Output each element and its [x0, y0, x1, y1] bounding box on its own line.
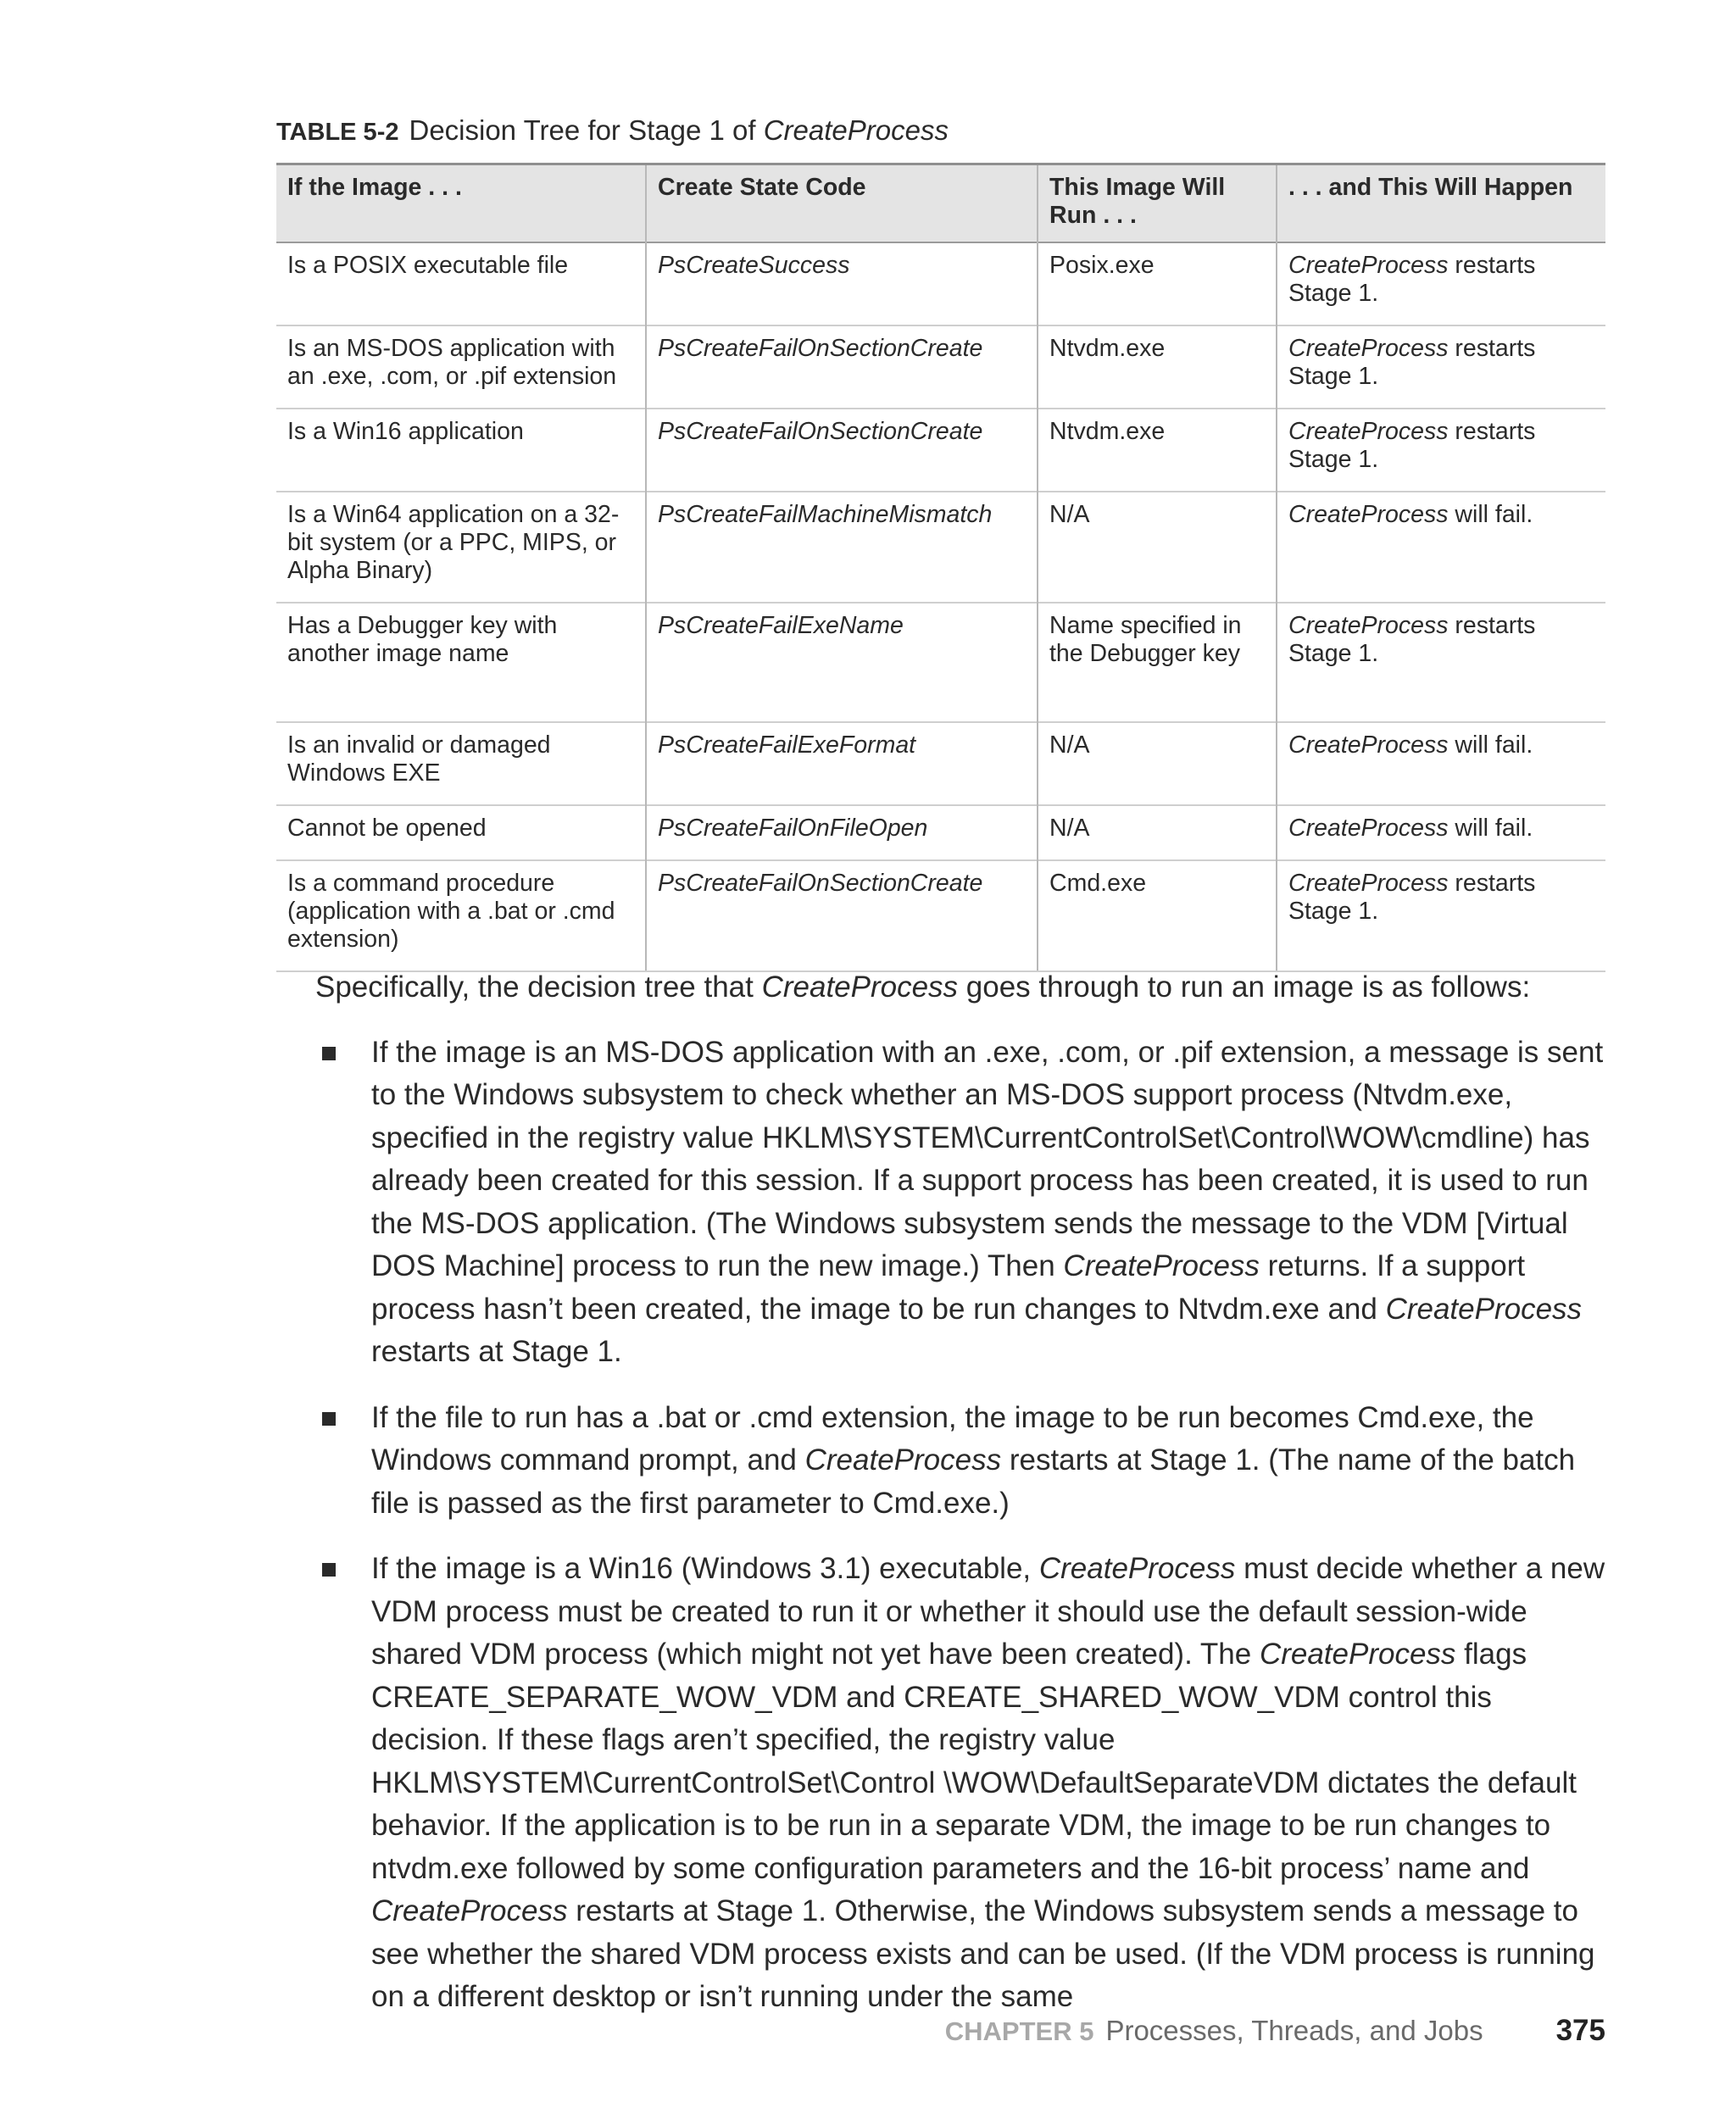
table-caption	[276, 112, 949, 151]
bullet-italic: CreateProcess	[371, 1894, 568, 1927]
cell-happen	[1277, 325, 1605, 409]
cell-image: Has a Debugger key with another image name	[276, 603, 646, 722]
cell-happen-text: restarts Stage 1.	[1288, 252, 1536, 307]
cell-happen	[1277, 860, 1605, 971]
cell-happen	[1277, 492, 1605, 603]
cell-run: Posix.exe	[1038, 242, 1277, 325]
cell-image: Is an invalid or damaged Windows EXE	[276, 722, 646, 805]
table-row	[276, 603, 1605, 722]
cell-run: Cmd.exe	[1038, 860, 1277, 971]
cell-run: N/A	[1038, 492, 1277, 603]
bullet-text: flags CREATE_SEPARATE_WOW_VDM and CREATE_SHARED_WOW_VDM control this decision. If these flags aren’t specified, the registry value HKLM\SYSTEM\CurrentControlSet\Control \WOW\DefaultSeparateVDM dictates the default behavior. If the application is to be run in a separate VDM, the image to be run changes to ntvdm.exe followed by some configuration parameters and the 16-bit process’ name and	[371, 1638, 1577, 1885]
table-header-row	[276, 164, 1605, 243]
cell-happen-text: will fail.	[1448, 731, 1533, 759]
cell-image: Is a Win16 application	[276, 409, 646, 492]
header-image: If the Image . . .	[276, 164, 646, 243]
bullet-italic: CreateProcess	[804, 1443, 1002, 1477]
bullet-item-bat-cmd	[315, 1397, 1612, 1526]
bullet-text: restarts at Stage 1.	[371, 1335, 622, 1368]
cell-happen	[1277, 805, 1605, 860]
cell-image: Is a POSIX executable file	[276, 242, 646, 325]
bullet-text: If the image is an MS-DOS application with an .exe, .com, or .pif extension, a message is sent to the Windows subsystem to check whether an MS-DOS support process (Ntvdm.exe, specified in the registry value HKLM\SYSTEM\CurrentControlSet\Control\WOW\cmdline) has already been created for this session. If a support process has been created, it is used to run the MS-DOS application. (The Windows subsystem sends the message to the VDM [Virtual DOS Machine] process to run the new image.) Then	[371, 1035, 1604, 1282]
intro-text-end: goes through to run an image is as follows:	[958, 971, 1531, 1004]
cell-run: Ntvdm.exe	[1038, 325, 1277, 409]
footer-chapter: CHAPTER 5	[944, 2016, 1094, 2046]
decision-tree-table	[276, 163, 1605, 972]
cell-happen-text: will fail.	[1448, 501, 1533, 528]
bullet-text: If the file to run has a .bat or .cmd extension, the image to be run becomes Cmd.exe, the Windows command prompt, and	[371, 1400, 1534, 1477]
cell-happen-italic: CreateProcess	[1288, 418, 1449, 445]
header-will-happen: . . . and This Will Happen	[1277, 164, 1605, 243]
cell-happen	[1277, 603, 1605, 722]
cell-image: Is a command procedure (application with a .bat or .cmd extension)	[276, 860, 646, 971]
table-caption-italic: CreateProcess	[763, 114, 949, 146]
header-image-will-run: This Image Will Run . . .	[1038, 164, 1277, 243]
footer-chapter-title: Processes, Threads, and Jobs	[1105, 2015, 1483, 2046]
cell-image: Is an MS-DOS application with an .exe, .com, or .pif extension	[276, 325, 646, 409]
cell-code: PsCreateFailOnSectionCreate	[646, 409, 1038, 492]
bullet-text: returns. If a support process hasn’t been created, the image to be run changes to Ntvdm.exe and	[371, 1249, 1526, 1326]
cell-happen-text: restarts Stage 1.	[1288, 870, 1536, 925]
bullet-text: restarts at Stage 1. Otherwise, the Windows subsystem sends a message to see whether the shared VDM process exists and can be used. (If the VDM process is running on a different desktop or isn’t running under the same	[371, 1894, 1595, 2013]
cell-happen	[1277, 722, 1605, 805]
table-row	[276, 325, 1605, 409]
table-row	[276, 492, 1605, 603]
intro-italic: CreateProcess	[761, 971, 959, 1004]
cell-image: Cannot be opened	[276, 805, 646, 860]
cell-happen-italic: CreateProcess	[1288, 335, 1449, 362]
cell-happen-text: restarts Stage 1.	[1288, 335, 1536, 390]
cell-run: N/A	[1038, 722, 1277, 805]
cell-happen-italic: CreateProcess	[1288, 612, 1449, 639]
square-bullet-icon	[322, 1047, 336, 1060]
intro-text: Specifically, the decision tree that	[315, 971, 762, 1004]
bullet-text: If the image is a Win16 (Windows 3.1) executable,	[371, 1552, 1039, 1585]
cell-code: PsCreateFailExeFormat	[646, 722, 1038, 805]
table-row	[276, 722, 1605, 805]
bullet-list	[315, 1032, 1612, 2019]
cell-code: PsCreateFailExeName	[646, 603, 1038, 722]
bullet-italic: CreateProcess	[1038, 1552, 1236, 1585]
cell-run: N/A	[1038, 805, 1277, 860]
table-row	[276, 242, 1605, 325]
bullet-italic: CreateProcess	[1259, 1638, 1456, 1671]
cell-happen-italic: CreateProcess	[1288, 252, 1449, 279]
cell-happen-text: will fail.	[1448, 815, 1533, 842]
cell-happen-italic: CreateProcess	[1288, 815, 1449, 842]
page-footer	[945, 2012, 1605, 2050]
body-text	[315, 966, 1612, 2042]
cell-code: PsCreateFailMachineMismatch	[646, 492, 1038, 603]
cell-happen	[1277, 242, 1605, 325]
cell-happen-text: restarts Stage 1.	[1288, 418, 1536, 473]
table-row	[276, 860, 1605, 971]
cell-run: Ntvdm.exe	[1038, 409, 1277, 492]
table-row	[276, 409, 1605, 492]
intro-paragraph	[315, 966, 1612, 1009]
cell-code: PsCreateFailOnSectionCreate	[646, 860, 1038, 971]
bullet-text: restarts at Stage 1. (The name of the batch file is passed as the first parameter to Cmd.exe.)	[371, 1443, 1576, 1520]
bullet-text: must decide whether a new VDM process must be created to run it or whether it should use the default session-wide shared VDM process (which might not yet have been created). The	[371, 1552, 1605, 1671]
cell-happen-text: restarts Stage 1.	[1288, 612, 1536, 667]
square-bullet-icon	[322, 1563, 336, 1577]
cell-code: PsCreateFailOnFileOpen	[646, 805, 1038, 860]
bullet-italic: CreateProcess	[1063, 1249, 1260, 1282]
bullet-italic: CreateProcess	[1385, 1292, 1583, 1326]
cell-happen-italic: CreateProcess	[1288, 731, 1449, 759]
table-caption-text: Decision Tree for Stage 1 of	[409, 114, 764, 146]
cell-happen-italic: CreateProcess	[1288, 501, 1449, 528]
table-row	[276, 805, 1605, 860]
bullet-item-win16	[315, 1548, 1612, 2019]
cell-happen-italic: CreateProcess	[1288, 870, 1449, 897]
cell-code: PsCreateSuccess	[646, 242, 1038, 325]
cell-run: Name specified in the Debugger key	[1038, 603, 1277, 722]
cell-image: Is a Win64 application on a 32-bit system (or a PPC, MIPS, or Alpha Binary)	[276, 492, 646, 603]
bullet-item-msdos	[315, 1032, 1612, 1374]
page-number: 375	[1555, 2014, 1605, 2047]
square-bullet-icon	[322, 1412, 336, 1426]
cell-code: PsCreateFailOnSectionCreate	[646, 325, 1038, 409]
header-create-state-code: Create State Code	[646, 164, 1038, 243]
cell-happen	[1277, 409, 1605, 492]
table-caption-label: TABLE 5-2	[276, 119, 399, 146]
